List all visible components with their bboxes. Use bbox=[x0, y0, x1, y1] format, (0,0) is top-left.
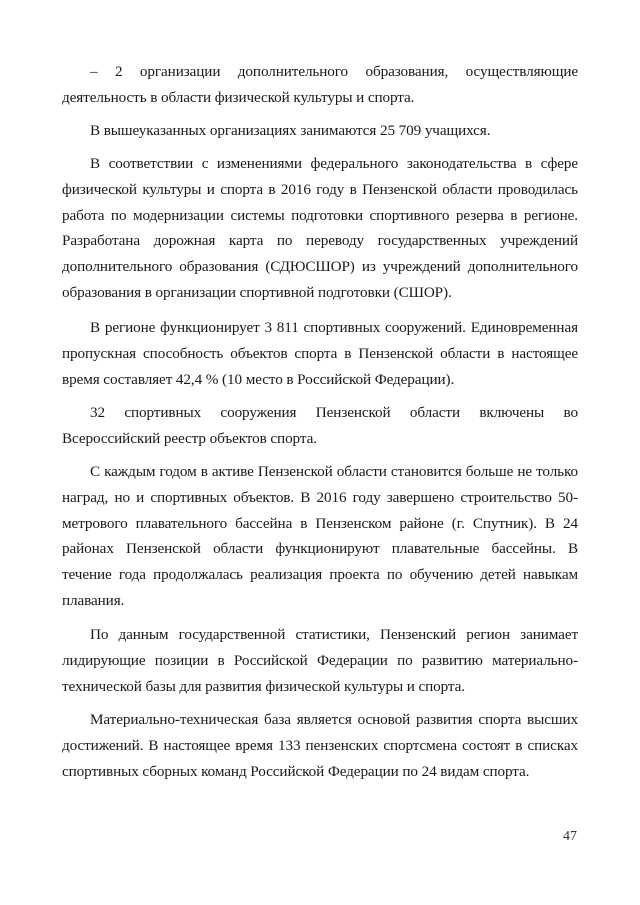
paragraph-swimming-pools: С каждым годом в активе Пензенской области становится больше не только наград, но и спортивных объектов. В 2016 году завершено строительство 50-метрового плавательного бассейна в Пензенском районе (г. Спутник). В 24 районах Пензенской области функционируют плавательные бассейны. В течение года продолжалась реализация проекта по обучению детей навыкам плавания. bbox=[62, 463, 578, 609]
paragraph-students-count: В вышеуказанных организациях занимаются 25 709 учащихся. bbox=[90, 122, 491, 139]
paragraph-athletes: Материально-техническая база является основой развития спорта высших достижений. В настоящее время 133 пензенских спортсмена состоят в списках спортивных сборных команд Российской Федерации по 24 видам спорта. bbox=[62, 711, 578, 780]
page-number: 47 bbox=[563, 829, 577, 844]
paragraph-registry: 32 спортивных сооружения Пензенской области включены во Всероссийский реестр объектов спорта. bbox=[62, 404, 578, 447]
paragraph-organizations: – 2 организации дополнительного образования, осуществляющие деятельность в области физической культуры и спорта. bbox=[62, 63, 578, 106]
paragraph-legislation-changes: В соответствии с изменениями федерального законодательства в сфере физической культуры и спорта в 2016 году в Пензенской области проводилась работа по модернизации системы подготовки спортивного резерва в регионе. Разработана дорожная карта по переводу государственных учреждений дополнительного образования (СДЮСШОР) из учреждений дополнительного образования в организации спортивной подготовки (СШОР). bbox=[62, 155, 578, 301]
paragraph-sports-facilities: В регионе функционирует 3 811 спортивных сооружений. Единовременная пропускная способность объектов спорта в Пензенской области в настоящее время составляет 42,4 % (10 место в Российской Федерации). bbox=[62, 319, 578, 388]
paragraph-statistics: По данным государственной статистики, Пензенский регион занимает лидирующие позиции в Российской Федерации по развитию материально-технической базы для развития физической культуры и спорта. bbox=[62, 626, 578, 695]
